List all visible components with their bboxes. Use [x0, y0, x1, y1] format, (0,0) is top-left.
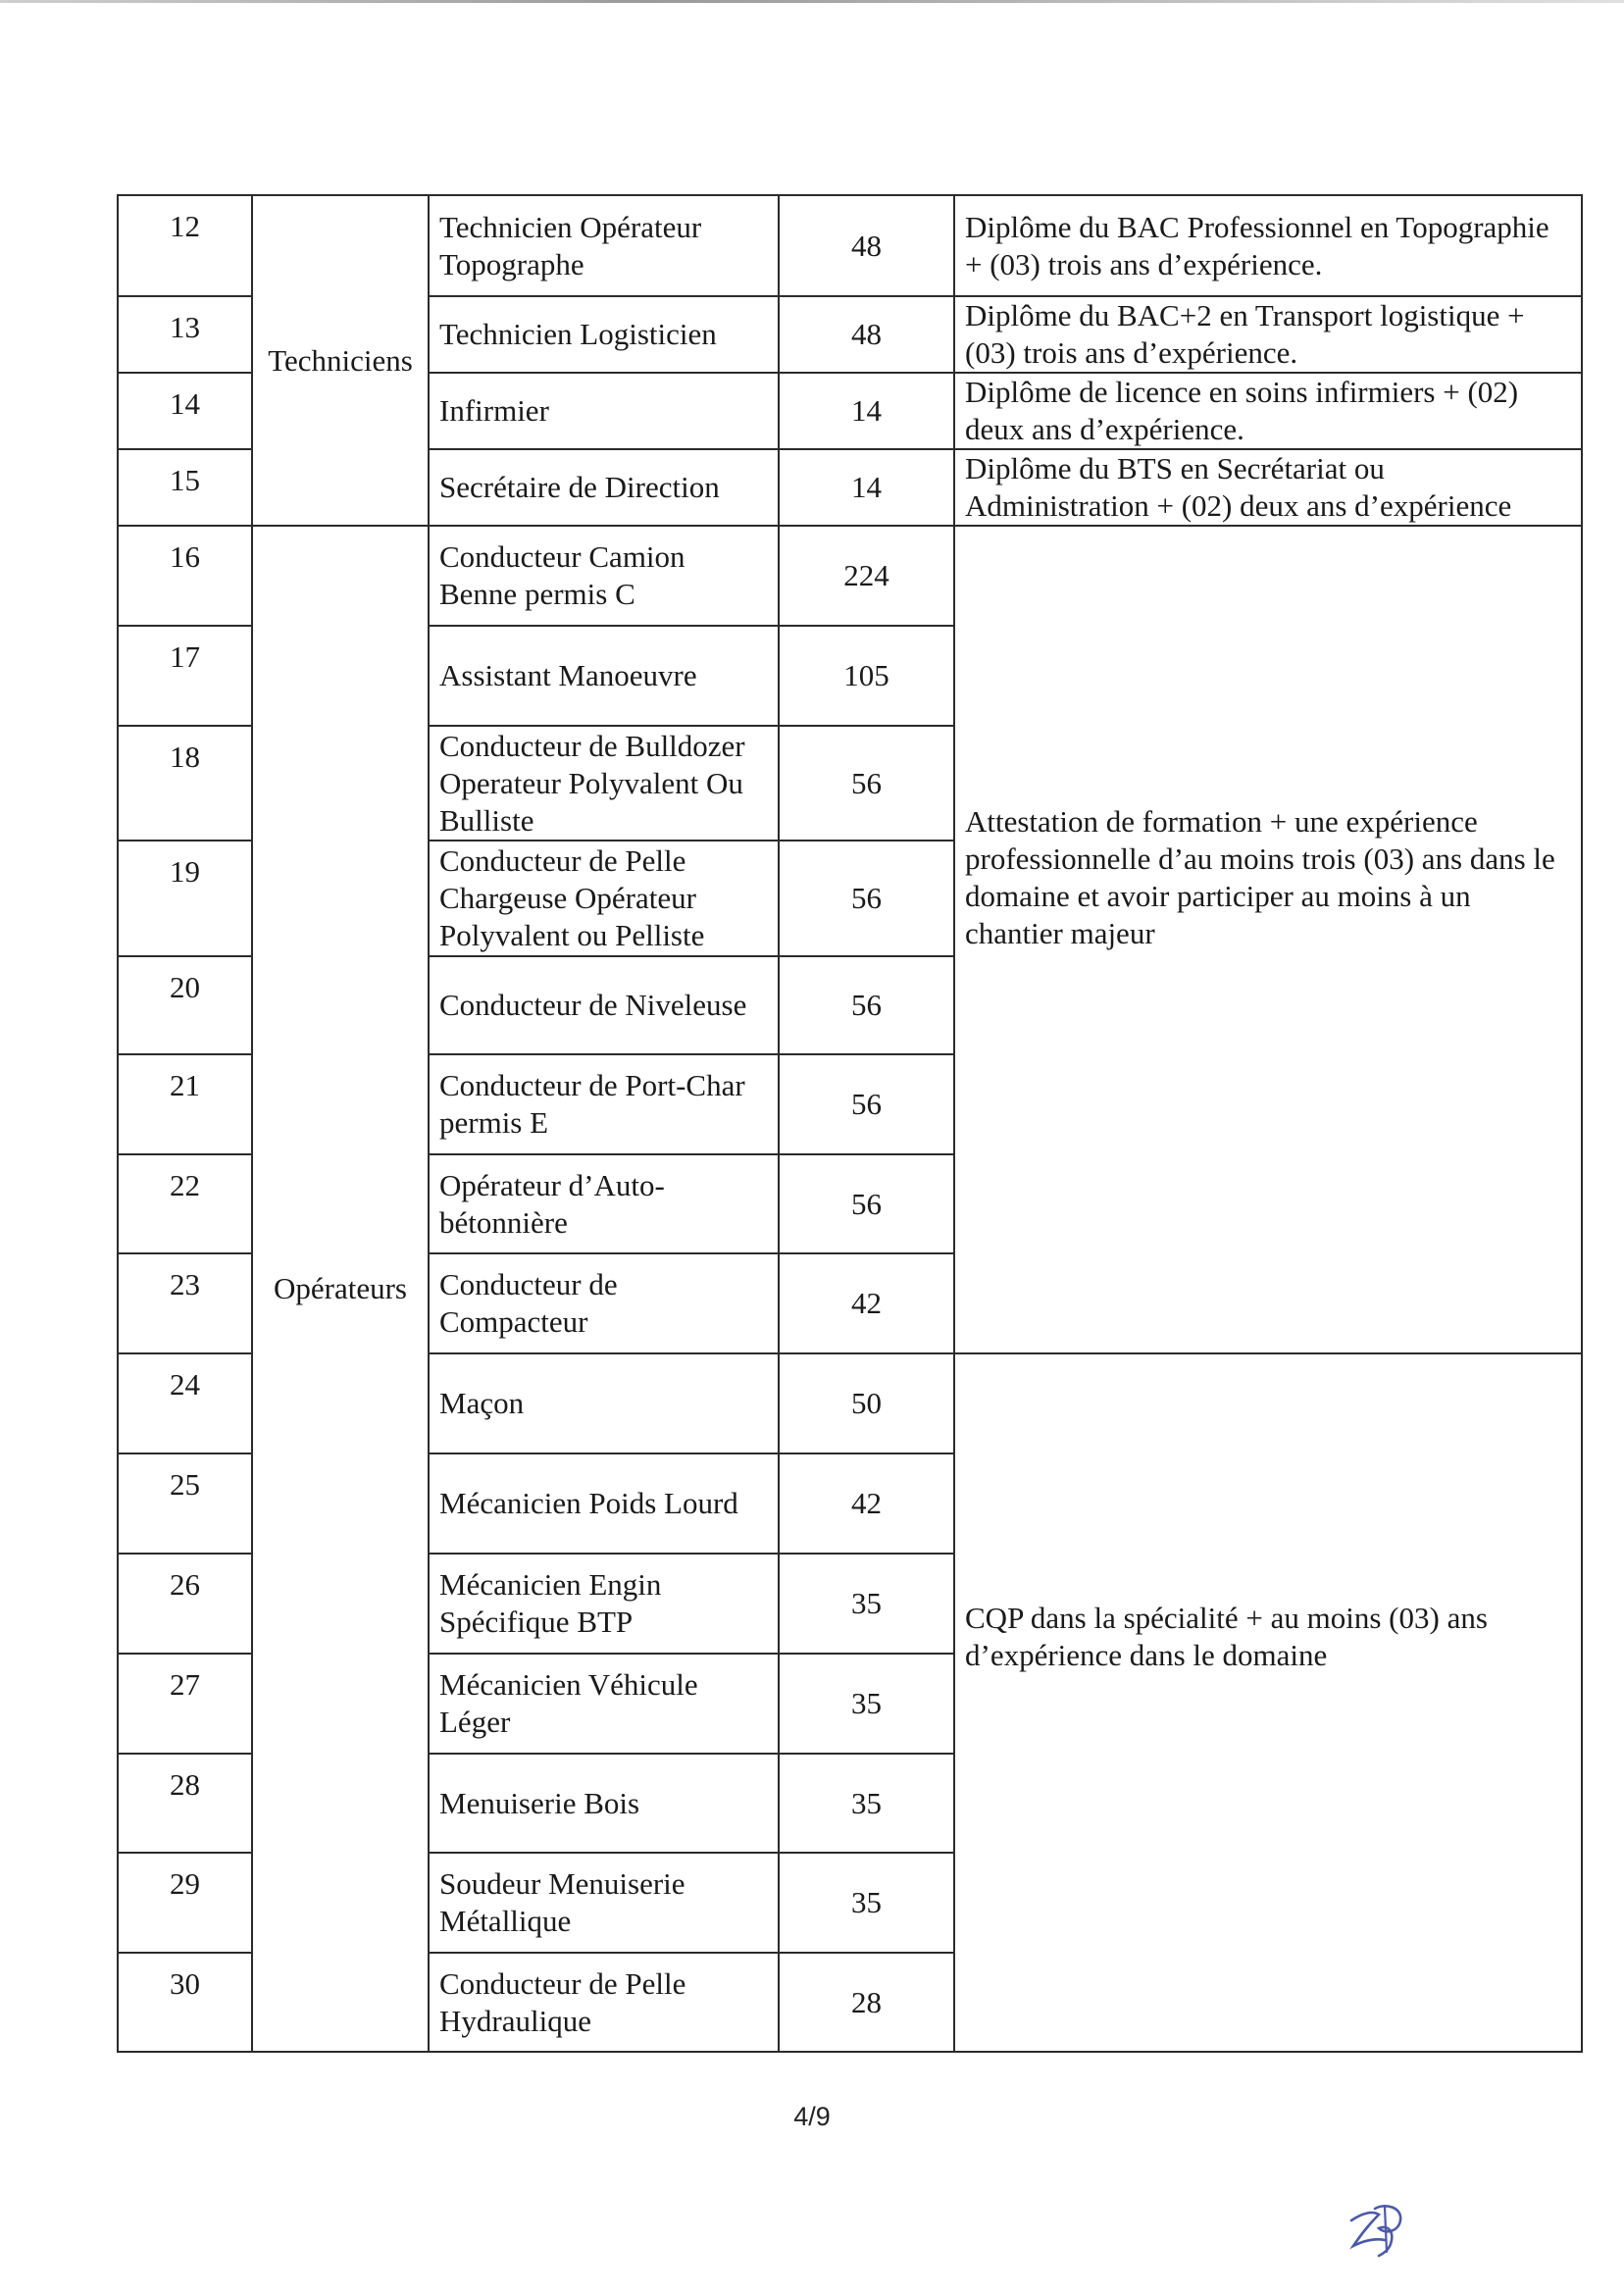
job-title: Conducteur Camion Benne permis C — [429, 526, 779, 626]
position-count: 42 — [779, 1453, 954, 1554]
position-count: 42 — [779, 1253, 954, 1353]
row-number: 12 — [118, 195, 252, 296]
position-count: 48 — [779, 296, 954, 373]
position-count: 56 — [779, 956, 954, 1054]
row-number: 27 — [118, 1654, 252, 1754]
row-number: 25 — [118, 1453, 252, 1554]
row-number: 20 — [118, 956, 252, 1054]
handwritten-initials-icon — [1345, 2199, 1414, 2258]
position-count: 35 — [779, 1654, 954, 1754]
category-cell: Techniciens — [252, 195, 429, 526]
requirement-text: Diplôme du BAC+2 en Transport logistique + (03) trois ans d’expérience. — [954, 296, 1582, 373]
position-count: 28 — [779, 1953, 954, 2052]
job-title: Infirmier — [429, 373, 779, 449]
row-number: 14 — [118, 373, 252, 449]
job-title: Assistant Manoeuvre — [429, 626, 779, 726]
row-number: 18 — [118, 726, 252, 841]
job-title: Mécanicien Véhicule Léger — [429, 1654, 779, 1754]
requirement-text — [954, 1353, 1582, 2052]
job-title: Conducteur de Port-Char permis E — [429, 1054, 779, 1154]
job-posting-table — [117, 194, 1583, 2053]
job-title: Secrétaire de Direction — [429, 449, 779, 526]
scan-top-edge — [0, 0, 1624, 3]
page-number: 4/9 — [793, 2102, 831, 2131]
job-title: Maçon — [429, 1353, 779, 1453]
job-title: Opérateur d’Auto-bétonnière — [429, 1154, 779, 1253]
requirement-paragraph: Attestation de formation + une expérience professionnelle d’au moins trois (03) ans dans le domaine et avoir participer au moins à un chantier majeur — [965, 804, 1555, 950]
position-count: 14 — [779, 373, 954, 449]
row-number: 29 — [118, 1853, 252, 1953]
category-cell: Opérateurs — [252, 526, 429, 2052]
job-title: Menuiserie Bois — [429, 1754, 779, 1853]
position-count: 14 — [779, 449, 954, 526]
position-count: 35 — [779, 1554, 954, 1654]
job-title: Mécanicien Poids Lourd — [429, 1453, 779, 1554]
job-title: Conducteur de Niveleuse — [429, 956, 779, 1054]
table-row — [118, 195, 1582, 296]
position-count: 56 — [779, 841, 954, 956]
job-title: Conducteur de Compacteur — [429, 1253, 779, 1353]
job-title: Conducteur de Pelle Chargeuse Opérateur Polyvalent ou Pelliste — [429, 841, 779, 956]
job-title: Mécanicien Engin Spécifique BTP — [429, 1554, 779, 1654]
job-title: Technicien Logisticien — [429, 296, 779, 373]
row-number: 22 — [118, 1154, 252, 1253]
table-row — [118, 526, 1582, 626]
requirement-text: Diplôme du BAC Professionnel en Topographie + (03) trois ans d’expérience. — [954, 195, 1582, 296]
position-count: 35 — [779, 1853, 954, 1953]
row-number: 16 — [118, 526, 252, 626]
position-count: 105 — [779, 626, 954, 726]
requirement-text: Diplôme de licence en soins infirmiers + (02) deux ans d’expérience. — [954, 373, 1582, 449]
position-count: 224 — [779, 526, 954, 626]
row-number: 30 — [118, 1953, 252, 2052]
job-title: Conducteur de Bulldozer Operateur Polyvalent Ou Bulliste — [429, 726, 779, 841]
requirement-text: Diplôme du BTS en Secrétariat ou Administration + (02) deux ans d’expérience — [954, 449, 1582, 526]
requirement-paragraph: CQP dans la spécialité + au moins (03) ans d’expérience dans le domaine — [965, 1601, 1488, 1672]
position-count: 35 — [779, 1754, 954, 1853]
row-number: 26 — [118, 1554, 252, 1654]
job-title: Soudeur Menuiserie Métallique — [429, 1853, 779, 1953]
position-count: 50 — [779, 1353, 954, 1453]
row-number: 17 — [118, 626, 252, 726]
job-title: Technicien Opérateur Topographe — [429, 195, 779, 296]
position-count: 56 — [779, 726, 954, 841]
row-number: 28 — [118, 1754, 252, 1853]
job-title: Conducteur de Pelle Hydraulique — [429, 1953, 779, 2052]
position-count: 56 — [779, 1154, 954, 1253]
position-count: 56 — [779, 1054, 954, 1154]
position-count: 48 — [779, 195, 954, 296]
row-number: 24 — [118, 1353, 252, 1453]
row-number: 13 — [118, 296, 252, 373]
row-number: 21 — [118, 1054, 252, 1154]
row-number: 19 — [118, 841, 252, 956]
row-number: 23 — [118, 1253, 252, 1353]
row-number: 15 — [118, 449, 252, 526]
requirement-text — [954, 526, 1582, 1353]
